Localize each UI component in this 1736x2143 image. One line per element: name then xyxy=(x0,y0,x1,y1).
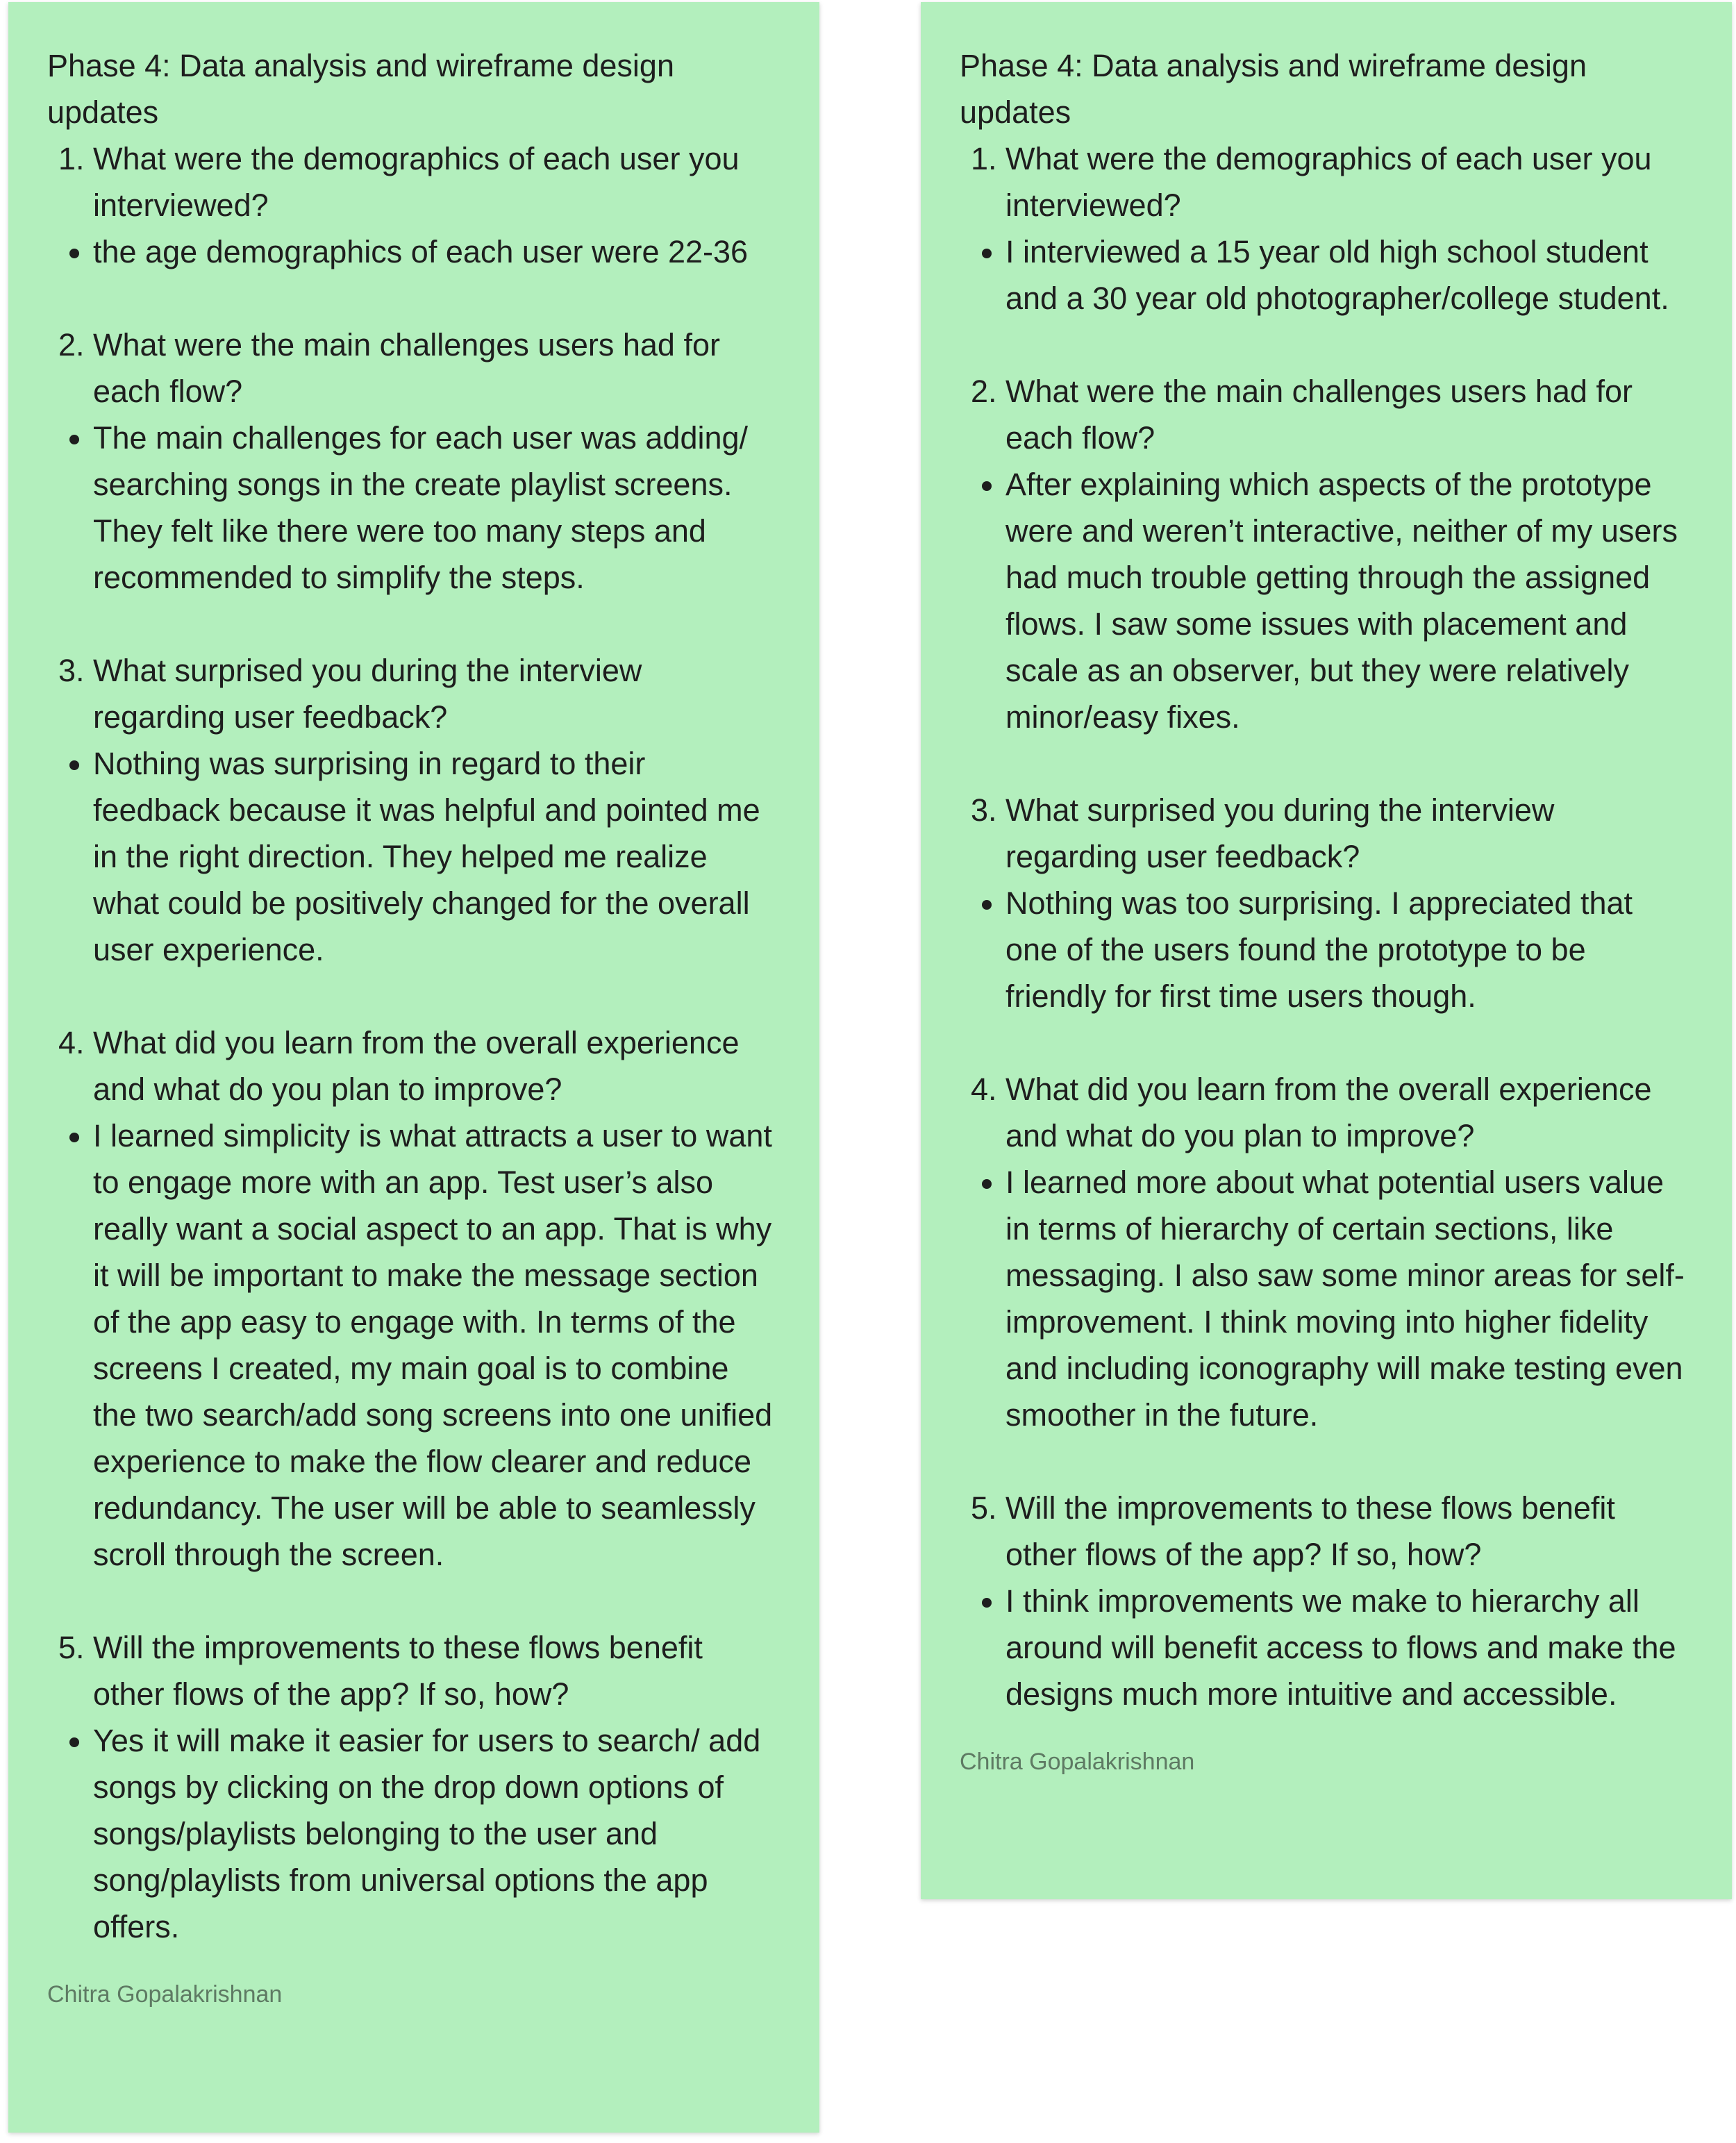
answer-list xyxy=(960,228,1693,322)
question-text: What were the demographics of each user you interviewed? xyxy=(1005,141,1652,223)
question-item xyxy=(1005,135,1693,322)
question-item xyxy=(93,647,781,973)
answer-text: • I learned simplicity is what attracts a user to want to engage more with an app. Test user’s also really want a social aspect to an app. That is why it will be important to make the message section of the app easy to engage with. In terms of the screens I created, my main goal is to combine the two search/add song screens into one unified experience to make the flow clearer and reduce redundancy. The user will be able to seamlessly scroll through the screen. xyxy=(93,1112,781,1578)
question-item xyxy=(1005,368,1693,740)
answer-list xyxy=(47,1112,781,1578)
answer-text: • I learned more about what potential users value in terms of hierarchy of certain sections, like messaging. I also saw some minor areas for self-improvement. I think moving into higher fidelity and including iconography will make testing even smoother in the future. xyxy=(1005,1159,1693,1438)
note-title: Phase 4: Data analysis and wireframe design updates xyxy=(960,48,1587,130)
question-text: Will the improvements to these flows benefit other flows of the app? If so, how? xyxy=(1005,1490,1615,1572)
question-item xyxy=(1005,787,1693,1019)
answer-list xyxy=(960,1159,1693,1438)
answer-text: • Nothing was surprising in regard to their feedback because it was helpful and pointed me in the right direction. They helped me realize what could be positively changed for the overall user experience. xyxy=(93,740,781,973)
question-list xyxy=(960,135,1693,1717)
answer-list xyxy=(47,415,781,601)
answer-list xyxy=(47,1717,781,1950)
answer-list xyxy=(47,740,781,973)
question-item xyxy=(93,322,781,601)
question-text: What were the demographics of each user you interviewed? xyxy=(93,141,740,223)
answer-list xyxy=(960,1578,1693,1717)
question-item xyxy=(1005,1066,1693,1438)
question-text: What were the main challenges users had for each flow? xyxy=(93,327,720,409)
question-text: What did you learn from the overall experience and what do you plan to improve? xyxy=(93,1025,740,1107)
answer-text: • the age demographics of each user were 22-36 xyxy=(93,228,781,275)
answer-text: • Nothing was too surprising. I appreciated that one of the users found the prototype to be friendly for first time users though. xyxy=(1005,880,1693,1019)
question-list xyxy=(47,135,781,1950)
answer-text: • After explaining which aspects of the prototype were and weren’t interactive, neither of my users had much trouble getting through the assigned flows. I saw some issues with placement and scale as an observer, but they were relatively minor/easy fixes. xyxy=(1005,461,1693,740)
sticky-note-right[interactable] xyxy=(921,2,1732,1899)
answer-list xyxy=(960,461,1693,740)
question-item xyxy=(1005,1485,1693,1717)
sticky-note-left[interactable] xyxy=(8,2,819,2133)
note-author: Chitra Gopalakrishnan xyxy=(960,1749,1195,1775)
answer-text: • The main challenges for each user was adding/ searching songs in the create playlist screens. They felt like there were too many steps and recommended to simplify the steps. xyxy=(93,415,781,601)
question-text: What were the main challenges users had for each flow? xyxy=(1005,374,1633,456)
answer-list xyxy=(47,228,781,275)
question-text: What did you learn from the overall experience and what do you plan to improve? xyxy=(1005,1072,1652,1153)
answer-list xyxy=(960,880,1693,1019)
question-item xyxy=(93,1624,781,1950)
answer-text: • I think improvements we make to hierarchy all around will benefit access to flows and make the designs much more intuitive and accessible. xyxy=(1005,1578,1693,1717)
question-item xyxy=(93,1019,781,1578)
question-text: What surprised you during the interview regarding user feedback? xyxy=(1005,792,1555,874)
answer-text: • I interviewed a 15 year old high school student and a 30 year old photographer/college student. xyxy=(1005,228,1693,322)
note-title: Phase 4: Data analysis and wireframe design updates xyxy=(47,48,674,130)
question-text: What surprised you during the interview regarding user feedback? xyxy=(93,653,642,735)
note-author: Chitra Gopalakrishnan xyxy=(47,1981,283,2008)
question-item xyxy=(93,135,781,275)
answer-text: • Yes it will make it easier for users to search/ add songs by clicking on the drop down options of songs/playlists belonging to the user and song/playlists from universal options the app offers. xyxy=(93,1717,781,1950)
question-text: Will the improvements to these flows benefit other flows of the app? If so, how? xyxy=(93,1630,703,1712)
